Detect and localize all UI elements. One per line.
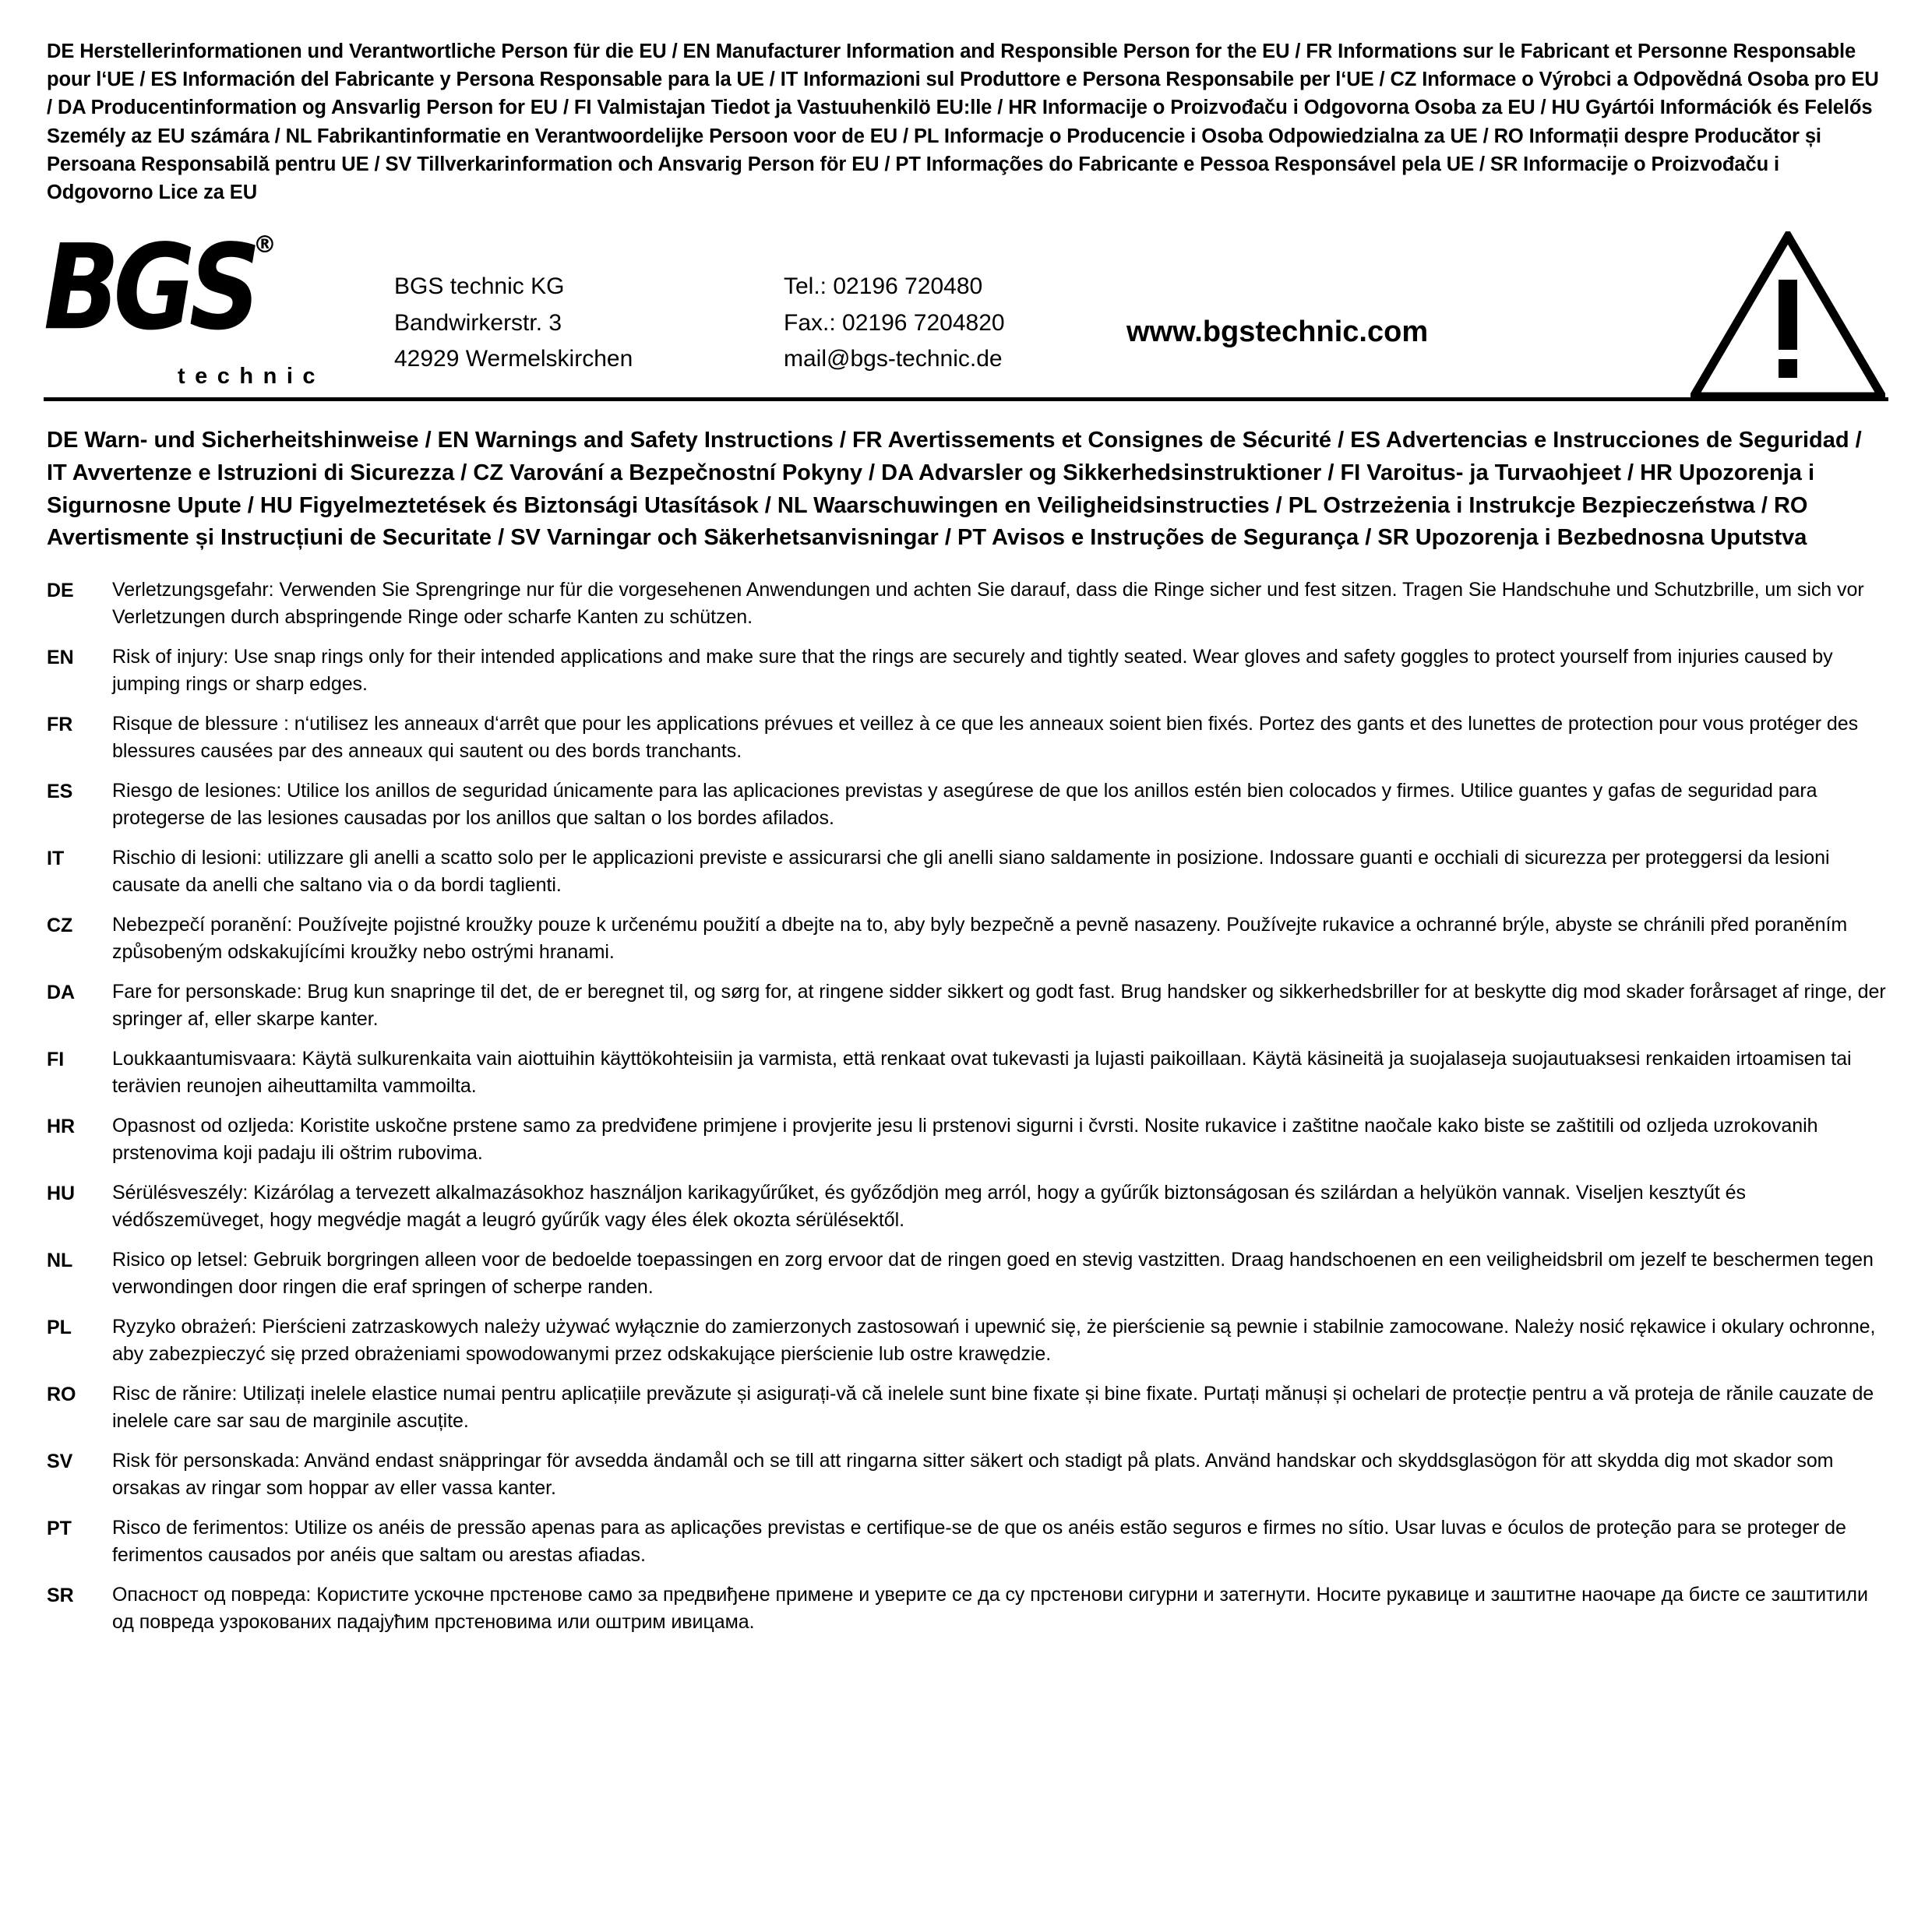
company-address: [394, 224, 784, 378]
instruction-text: Riesgo de lesiones: Utilice los anillos de seguridad únicamente para las aplicaciones previstas y asegúrese de que los anillos estén bien colocados y firmes. Utilice guantes y gafas de seguridad para protegerse de las lesiones causadas por los anillos que saltan o los bordes afilados.: [112, 780, 1817, 829]
warning-triangle-icon: [1690, 231, 1885, 401]
instructions-list: [44, 576, 1888, 1635]
language-code: PT: [47, 1518, 72, 1540]
instruction-text: Sérülésveszély: Kizárólag a tervezett alkalmazásokhoz használjon karikagyűrűket, és győződjön meg arról, hogy a gyűrűk biztonságosan és szilárdan a helyükön vannak. Viseljen kesztyűt és védőszemüveget, hogy megvédje magát a leugró gyűrűk vagy éles élek okozta sérülésektől.: [112, 1182, 1746, 1231]
instruction-text: Risk för personskada: Använd endast snäppringar för avsedda ändamål och se till att ringarna sitter säkert och stadigt på plats. Använd handskar och skyddsglasögon för att skydda dig mot skador som orsakas av ringar som hoppar av eller vassa kanter.: [112, 1450, 1834, 1499]
instruction-text: Opasnost od ozljeda: Koristite uskočne prstene samo za predviđene primjene i provjerite jesu li prstenovi sigurni i čvrsti. Nosite rukavice i zaštitne naočale kako biste se zaštitili od ozljeda uzrokovanih prstenovima koji padaju ili oštrim rubovima.: [112, 1115, 1818, 1164]
instruction-text: Fare for personskade: Brug kun snapringe til det, de er beregnet til, og sørg for, at ringene sidder sikkert og godt fast. Brug handsker og sikkerhedsbriller for at beskytte dig mod skader forårsaget af ringe, der springer af, eller skarpe kanter.: [112, 981, 1886, 1030]
instruction-text: Rischio di lesioni: utilizzare gli anelli a scatto solo per le applicazioni previste e assicurarsi che gli anelli siano saldamente in posizione. Indossare guanti e occhiali di sicurezza per proteggersi da lesioni causate da anelli che saltano via o da bordi taglienti.: [112, 847, 1830, 896]
bgs-logo-text: BGS: [44, 220, 255, 358]
company-tel: Tel.: 02196 720480: [784, 273, 983, 300]
instruction-text: Опасност од повреда: Користите ускочне прстенове само за предвиђене примене и уверите се да су прстенови сигурни и затегнути. Носите рукавице и заштитне наочаре да бисте се заштитили од повреда узрокованих падајућим прстеновима или оштрим ивицама.: [112, 1584, 1868, 1633]
bgs-logo-wordmark: [44, 220, 277, 358]
instruction-text: Risico op letsel: Gebruik borgringen alleen voor de bedoelde toepassingen en zorg ervoor dat de ringen goed en stevig vastzitten. Draag handschoenen en een veiligheidsbril om jezelf te beschermen tegen verwondingen door ringen die eraf springen of scherpe randen.: [112, 1249, 1874, 1298]
list-item: [47, 643, 1887, 697]
list-item: [47, 1380, 1887, 1434]
list-item: [47, 844, 1887, 898]
list-item: [47, 1179, 1887, 1233]
language-code: SR: [47, 1585, 74, 1607]
list-item: [47, 1313, 1887, 1367]
list-item: [47, 1246, 1887, 1300]
company-street: Bandwirkerstr. 3: [394, 309, 562, 336]
instruction-text: Risco de ferimentos: Utilize os anéis de pressão apenas para as aplicações previstas e certifique-se de que os anéis estão seguros e firmes no sítio. Usar luvas e óculos de proteção para se proteger de ferimentos causados por anéis que saltam ou arestas afiadas.: [112, 1517, 1846, 1566]
instruction-text: Ryzyko obrażeń: Pierścieni zatrzaskowych należy używać wyłącznie do zamierzonych zastosowań i upewnić się, że pierścienie są pewnie i stabilnie zamocowane. Należy nosić rękawice i okulary ochronne, aby zabezpieczyć się przed obrażeniami spowodowanymi przez odskakujące pierścienie lub ostre krawędzie.: [112, 1316, 1876, 1365]
list-item: [47, 1581, 1887, 1635]
company-city: 42929 Wermelskirchen: [394, 346, 633, 372]
company-fax: Fax.: 02196 7204820: [784, 309, 1005, 336]
language-code: IT: [47, 848, 65, 870]
language-code: RO: [47, 1384, 76, 1406]
language-code: PL: [47, 1317, 72, 1339]
list-item: [47, 1045, 1887, 1099]
list-item: [47, 576, 1887, 630]
language-code: DE: [47, 580, 74, 602]
safety-instructions-heading: DE Warn- und Sicherheitshinweise / EN Warnings and Safety Instructions / FR Avertissements et Consignes de Sécurité / ES Advertencias e Instrucciones de Seguridad / IT Avvertenze e Istruzioni di Sicurezza / CZ Varování a Bezpečnostní Pokyny / DA Advarsler og Sikkerhedsinstruktioner / FI Varoitus- ja Turvaohjeet / HR Upozorenja i Sigurnosne Upute / HU Figyelmeztetések és Biztonsági Utasítások / NL Waarschuwingen en Veiligheidsinstructies / PL Ostrzeżenia i Instrukcje Bezpieczeństwa / RO Avertismente și Instrucțiuni de Securitate / SV Varningar och Säkerhetsanvisningar / PT Avisos e Instruções de Segurança / SR Upozorenja i Bezbednosna Uputstva: [47, 428, 1862, 551]
language-code: CZ: [47, 915, 73, 937]
manufacturer-info-heading: DE Herstellerinformationen und Verantwortliche Person für die EU / EN Manufacturer Information and Responsible Person for the EU / FR Informations sur le Fabricant et Personne Responsable pour l‘UE / ES Información del Fabricante y Persona Responsable para la UE / IT Informazioni sul Produttore e Persona Responsabile per l‘UE / CZ Informace o Výrobci a Odpovědná Osoba pro EU / DA Producentinformation og Ansvarlig Person for EU / FI Valmistajan Tiedot ja Vastuuhenkilö EU:lle / HR Informacije o Proizvođaču i Odgovorna Osoba za EU / HU Gyártói Információk és Felelős Személy az EU számára / NL Fabrikantinformatie en Verantwoordelijke Persoon voor de EU / PL Informacje o Producencie i Osoba Odpowiedzialna za UE / RO Informații despre Producător și Persoana Responsabilă pentru UE / SV Tillverkarinformation och Ansvarig Person för EU / PT Informações do Fabricante e Pessoa Responsável pela UE / SR Informacije o Proizvođaču i Odgovorno Lice za EU: [47, 41, 1879, 204]
bgs-logo: [44, 220, 394, 390]
company-band: [44, 220, 1888, 401]
list-item: [47, 1112, 1887, 1166]
instruction-text: Nebezpečí poranění: Používejte pojistné kroužky pouze k určenému použití a dbejte na to, aby byly bezpečně a pevně nasazeny. Používejte rukavice a ochranné brýle, abyste se chránili před poraněním způsobeným odskakujícími kroužky nebo ostrými hranami.: [112, 914, 1848, 963]
language-code: HR: [47, 1116, 76, 1138]
list-item: [47, 710, 1887, 764]
company-mail: mail@bgs-technic.de: [784, 346, 1003, 372]
language-code: NL: [47, 1250, 73, 1272]
language-code: ES: [47, 781, 73, 803]
instruction-text: Loukkaantumisvaara: Käytä sulkurenkaita vain aiottuihin käyttökohteisiin ja varmista, että renkaat ovat tukevasti ja lujasti paikoillaan. Käytä käsineitä ja suojalaseja suojautuaksesi renkaiden irtoamisen tai terävien reunojen aiheuttamilta vammoilta.: [112, 1048, 1852, 1097]
list-item: [47, 911, 1887, 965]
language-code: DA: [47, 982, 76, 1004]
list-item: [47, 978, 1887, 1032]
list-item: [47, 1447, 1887, 1501]
instruction-text: Risque de blessure : n‘utilisez les anneaux d‘arrêt que pour les applications prévues et veillez à ce que les anneaux soient bien fixés. Portez des gants et des lunettes de protection pour vous protéger des blessures causées par des anneaux qui sautent ou des bords tranchants.: [112, 713, 1859, 762]
instruction-text: Risc de rănire: Utilizați inelele elastice numai pentru aplicațiile prevăzute și asigurați-vă că inelele sunt bine fixate și bine fixate. Purtați mănuși și ochelari de protecție pentru a vă proteja de rănile cauzate de inelele care sar sau de marginile ascuțite.: [112, 1383, 1874, 1432]
instruction-text: Risk of injury: Use snap rings only for their intended applications and make sure that the rings are securely and tightly seated. Wear gloves and safety goggles to protect yourself from injuries caused by jumping rings or sharp edges.: [112, 646, 1833, 695]
language-code: EN: [47, 647, 74, 669]
company-name: BGS technic KG: [394, 273, 565, 300]
language-code: SV: [47, 1451, 73, 1473]
language-code: HU: [47, 1183, 76, 1205]
instruction-text: Verletzungsgefahr: Verwenden Sie Sprengringe nur für die vorgesehenen Anwendungen und achten Sie darauf, dass die Ringe sicher und fest sitzen. Tragen Sie Handschuhe und Schutzbrille, um sich vor Verletzungen durch abspringende Ringe oder scharfe Kanten zu schützen.: [112, 579, 1864, 628]
company-contact: [784, 224, 1119, 378]
list-item: [47, 777, 1887, 831]
registered-trademark-icon: ®: [252, 231, 277, 259]
language-code: FR: [47, 714, 73, 736]
language-code: FI: [47, 1049, 65, 1071]
company-website: www.bgstechnic.com: [1126, 316, 1429, 349]
list-item: [47, 1514, 1887, 1568]
bgs-logo-subtitle: technic: [178, 364, 326, 390]
